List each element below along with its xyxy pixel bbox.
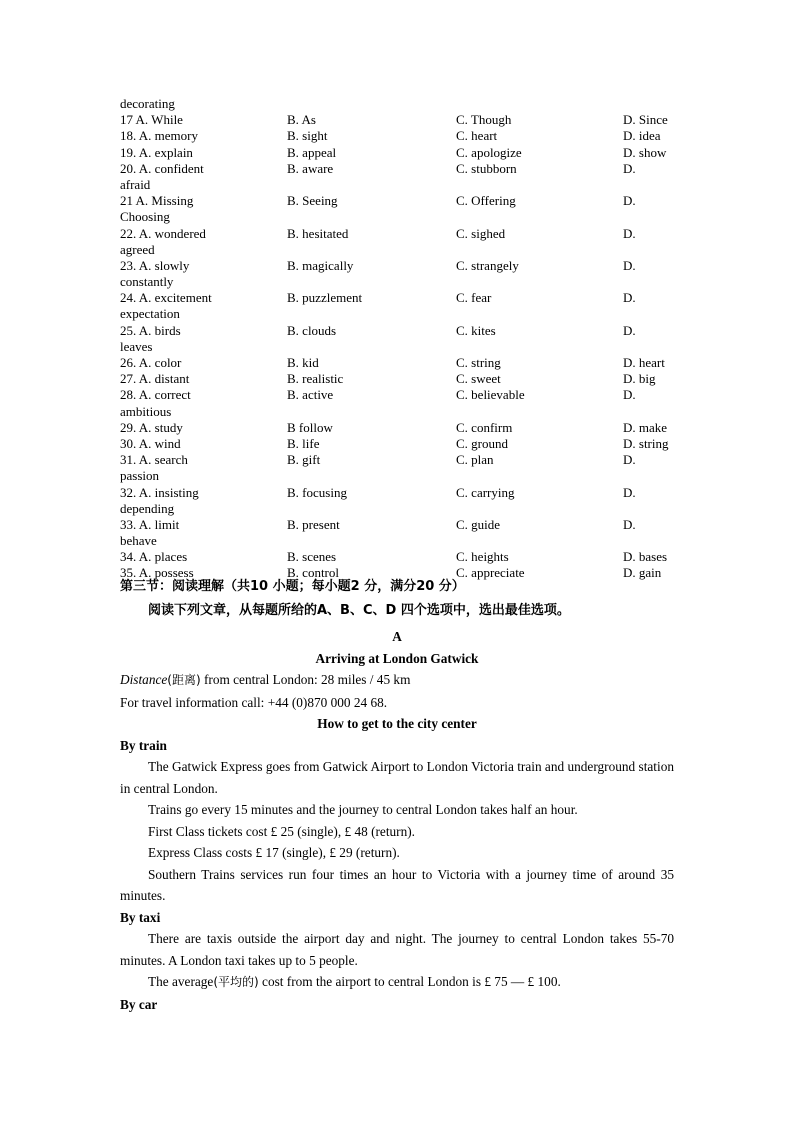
option-c: C. ground [456, 435, 508, 451]
taxi-paragraph-1: There are taxis outside the airport day and night. The journey to central London takes 55-70 minutes. A London taxi takes up to 5 people. [120, 931, 674, 968]
choice-rows [120, 112, 680, 581]
taxi-cost-before: The average [148, 974, 214, 989]
choice-row [120, 371, 680, 387]
taxi-paragraph-2 [120, 971, 674, 994]
distance-value: from central London: 28 miles / 45 km [200, 672, 411, 687]
car-heading: By car [120, 996, 158, 1012]
choice-row [120, 145, 680, 161]
option-a: 31. A. search [120, 452, 188, 468]
option-c: C. plan [456, 452, 494, 468]
option-a: 17 A. While [120, 112, 183, 128]
option-a: 22. A. wondered [120, 225, 206, 241]
option-c: C. guide [456, 516, 501, 532]
option-c: C. Offering [456, 193, 516, 209]
option-b: B. puzzlement [287, 290, 363, 306]
taxi-cost-after: cost from the airport to central London is £ 75 — £ 100. [258, 974, 561, 989]
option-d-wrapped-word: leaves [120, 338, 153, 354]
option-b: B. life [287, 435, 320, 451]
distance-term: Distance [120, 672, 168, 687]
option-d: D. make [623, 419, 668, 435]
train-heading: By train [120, 737, 167, 753]
option-c: C. sweet [456, 371, 501, 387]
option-d: D. [623, 225, 636, 241]
option-a: 33. A. limit [120, 516, 180, 532]
option-c: C. kites [456, 322, 496, 338]
option-b: B. aware [287, 160, 334, 176]
option-d: D. string [623, 435, 669, 451]
option-b: B. realistic [287, 371, 344, 387]
option-d: D. show [623, 144, 667, 160]
option-b: B follow [287, 419, 333, 435]
option-a: 26. A. color [120, 355, 182, 370]
option-c: C. appreciate [456, 565, 525, 581]
option-d: D. idea [623, 128, 661, 144]
option-b: B. focusing [287, 484, 347, 500]
train-paragraph-2: Trains go every 15 minutes and the journey to central London takes half an hour. [148, 802, 578, 817]
option-d-wrapped-word: afraid [120, 176, 151, 192]
travel-info-line: For travel information call: +44 (0)870 000 24 68. [120, 694, 388, 710]
passage-subtitle: How to get to the city center [317, 716, 477, 731]
option-b: B. clouds [287, 322, 337, 338]
reading-passage-a [120, 626, 674, 1015]
option-d: D. Since [623, 112, 668, 128]
option-a: 25. A. birds [120, 322, 181, 338]
option-a: 30. A. wind [120, 435, 181, 451]
section-heading: 第三节：阅读理解（共10 小题；每小题2 分，满分20 分） [120, 579, 465, 594]
option-a: 35. A. possess [120, 565, 194, 581]
option-b: B. sight [287, 128, 328, 144]
train-paragraph-5: Southern Trains services run four times an hour to Victoria with a journey time of around 35 minutes. [120, 866, 674, 903]
option-a: 32. A. insisting [120, 484, 199, 500]
option-b: B. present [287, 516, 340, 532]
option-c: C. stubborn [456, 160, 517, 176]
option-a: 21 A. Missing [120, 193, 194, 209]
passage-letter: A [392, 629, 402, 644]
option-a: 23. A. slowly [120, 257, 190, 273]
option-d-wrapped-word: expectation [120, 306, 180, 322]
option-c: C. believable [456, 387, 525, 403]
option-d-wrapped-word: agreed [120, 241, 155, 257]
option-a: 18. A. memory [120, 128, 198, 144]
option-d-wrapped-word: depending [120, 500, 175, 516]
option-c: C. confirm [456, 419, 513, 435]
option-d: D. [623, 452, 636, 468]
option-b: B. appeal [287, 144, 337, 160]
option-d: D. [623, 160, 636, 176]
option-d-wrapped-word: passion [120, 468, 159, 484]
train-paragraph-3: First Class tickets cost £ 25 (single), £ 48 (return). [148, 823, 416, 839]
option-b: B. As [287, 112, 316, 128]
option-c: C. apologize [456, 144, 522, 160]
option-c: C. sighed [456, 225, 506, 241]
option-d: D. [623, 484, 636, 500]
option-d: D. big [623, 371, 656, 387]
option-a: 27. A. distant [120, 371, 190, 387]
taxi-cost-gloss: (平均的) [213, 975, 259, 989]
train-paragraph-4: Express Class costs £ 17 (single), £ 29 (return). [148, 845, 400, 860]
choice-row [120, 355, 680, 371]
option-b: B. hesitated [287, 225, 349, 241]
option-b: B. magically [287, 257, 354, 273]
option-a: 24. A. excitement [120, 290, 212, 306]
option-b: B. Seeing [287, 193, 338, 209]
passage-title: Arriving at London Gatwick [315, 650, 479, 666]
option-d: D. [623, 322, 636, 338]
option-a: 28. A. correct [120, 387, 191, 403]
option-c: C. heights [456, 549, 509, 565]
option-b: B. gift [287, 452, 321, 468]
option-b: B. control [287, 565, 339, 581]
option-d: D. [623, 290, 636, 306]
distance-gloss: (距离) [167, 673, 201, 687]
choice-row [120, 517, 680, 533]
option-d-wrapped-word: Choosing [120, 209, 170, 225]
option-c: C. string [456, 355, 501, 370]
choice-row [120, 226, 680, 242]
option-d: D. [623, 516, 636, 532]
option-a: 20. A. confident [120, 160, 204, 176]
choice-row [120, 193, 680, 209]
option-d: D. [623, 257, 636, 273]
option-a: 34. A. places [120, 549, 188, 565]
option-d-wrapped-word: constantly [120, 274, 174, 290]
option-d: D. [623, 193, 636, 209]
option-c: C. carrying [456, 484, 515, 500]
choice-row [120, 128, 680, 144]
option-a: 29. A. study [120, 419, 183, 435]
choice-row [120, 452, 680, 468]
option-d: D. heart [623, 355, 665, 370]
taxi-heading: By taxi [120, 909, 161, 925]
choice-row [120, 420, 680, 436]
choice-row [120, 290, 680, 306]
wrapped-option-fragment: decorating [120, 96, 175, 111]
option-b: B. active [287, 387, 334, 403]
choice-row [120, 258, 680, 274]
option-c: C. strangely [456, 257, 519, 273]
option-d: D. gain [623, 565, 662, 581]
choice-table [120, 96, 680, 582]
choice-row [120, 485, 680, 501]
option-d-wrapped-word: ambitious [120, 403, 172, 419]
choice-row [120, 549, 680, 565]
choice-row [120, 161, 680, 177]
option-a: 19. A. explain [120, 144, 193, 160]
train-paragraph-1: The Gatwick Express goes from Gatwick Airport to London Victoria train and underground station in central London. [120, 759, 674, 796]
option-b: B. scenes [287, 549, 337, 565]
choice-row [120, 323, 680, 339]
option-d: D. bases [623, 549, 668, 565]
choice-row [120, 436, 680, 452]
option-d-wrapped-word: behave [120, 533, 157, 549]
section-instruction: 阅读下列文章，从每题所给的A、B、C、D 四个选项中，选出最佳选项。 [148, 603, 570, 618]
choice-row [120, 387, 680, 403]
option-b: B. kid [287, 355, 319, 370]
option-d: D. [623, 387, 636, 403]
option-c: C. fear [456, 290, 492, 306]
distance-line [120, 669, 674, 692]
option-c: C. heart [456, 128, 498, 144]
option-c: C. Though [456, 112, 512, 128]
choice-row [120, 112, 680, 128]
